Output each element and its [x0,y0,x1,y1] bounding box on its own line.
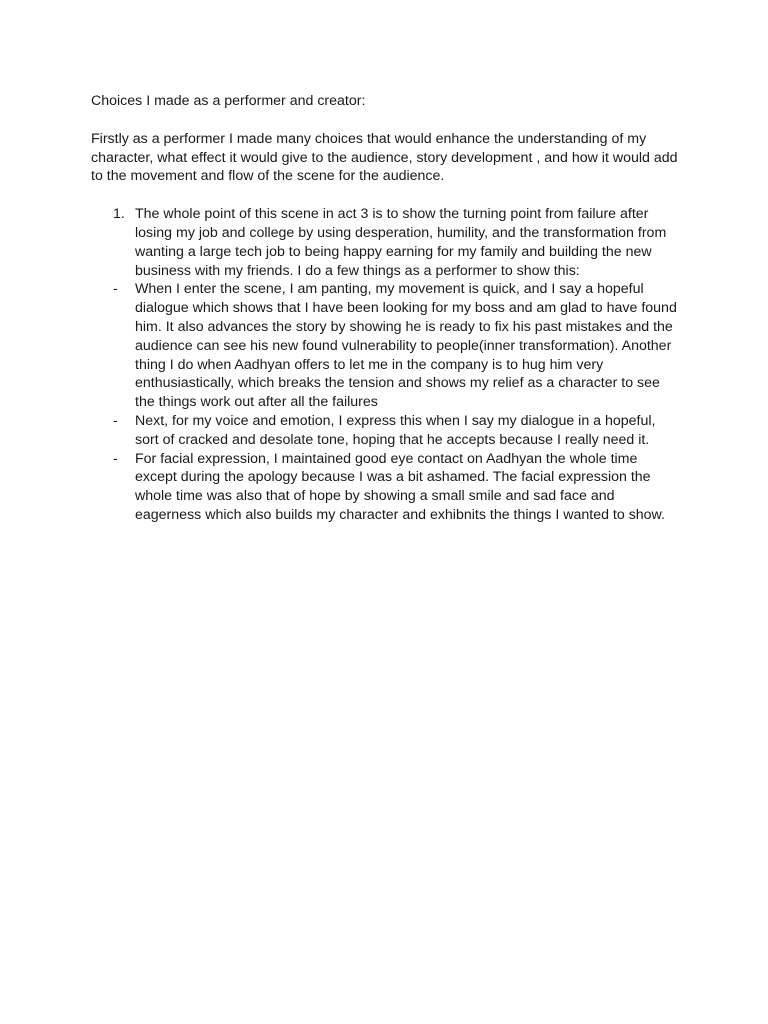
list-marker: - [113,450,118,467]
list-item [91,450,681,525]
list-item-text: The whole point of this scene in act 3 is to show the turning point from failure after losing my job and college by using desperation, humility, and the transformation from wanting a large tech job to being happy earning for my family and building the new business with my friends. I do a few things as a performer to show this: [135,206,667,279]
list-item [91,280,681,412]
list-marker: - [113,412,118,429]
document-heading: Choices I made as a performer and creator: [91,93,366,109]
list-item [91,412,681,450]
list-item-text: Next, for my voice and emotion, I express this when I say my dialogue in a hopeful, sort of cracked and desolate tone, hoping that he accepts because I really need it. [135,412,656,448]
intro-paragraph: Firstly as a performer I made many choices that would enhance the understanding of my character, what effect it would give to the audience, story development , and how it would add to the movement and flow of the scene for the audience. [91,130,678,185]
choices-list [91,205,681,525]
list-marker: - [113,281,118,298]
list-item-text: When I enter the scene, I am panting, my movement is quick, and I say a hopeful dialogue which shows that I have been looking for my boss and am glad to have found him. It also advances the story by showing he is ready to fix his past mistakes and the audience can see his new found vulnerability to people(inner transformation). Another thing I do when Aadhyan offers to let me in the company is to hug him very enthusiastically, which breaks the tension and shows my relief as a character to see the things work out after all the failures [135,281,677,411]
list-item [91,205,681,280]
document-body [91,92,681,525]
list-marker: 1. [113,206,125,223]
list-item-text: For facial expression, I maintained good eye contact on Aadhyan the whole time except during the apology because I was a bit ashamed. The facial expression the whole time was also that of hope by showing a small smile and sad face and eagerness which also builds my character and exhibnits the things I wanted to show. [135,450,665,523]
